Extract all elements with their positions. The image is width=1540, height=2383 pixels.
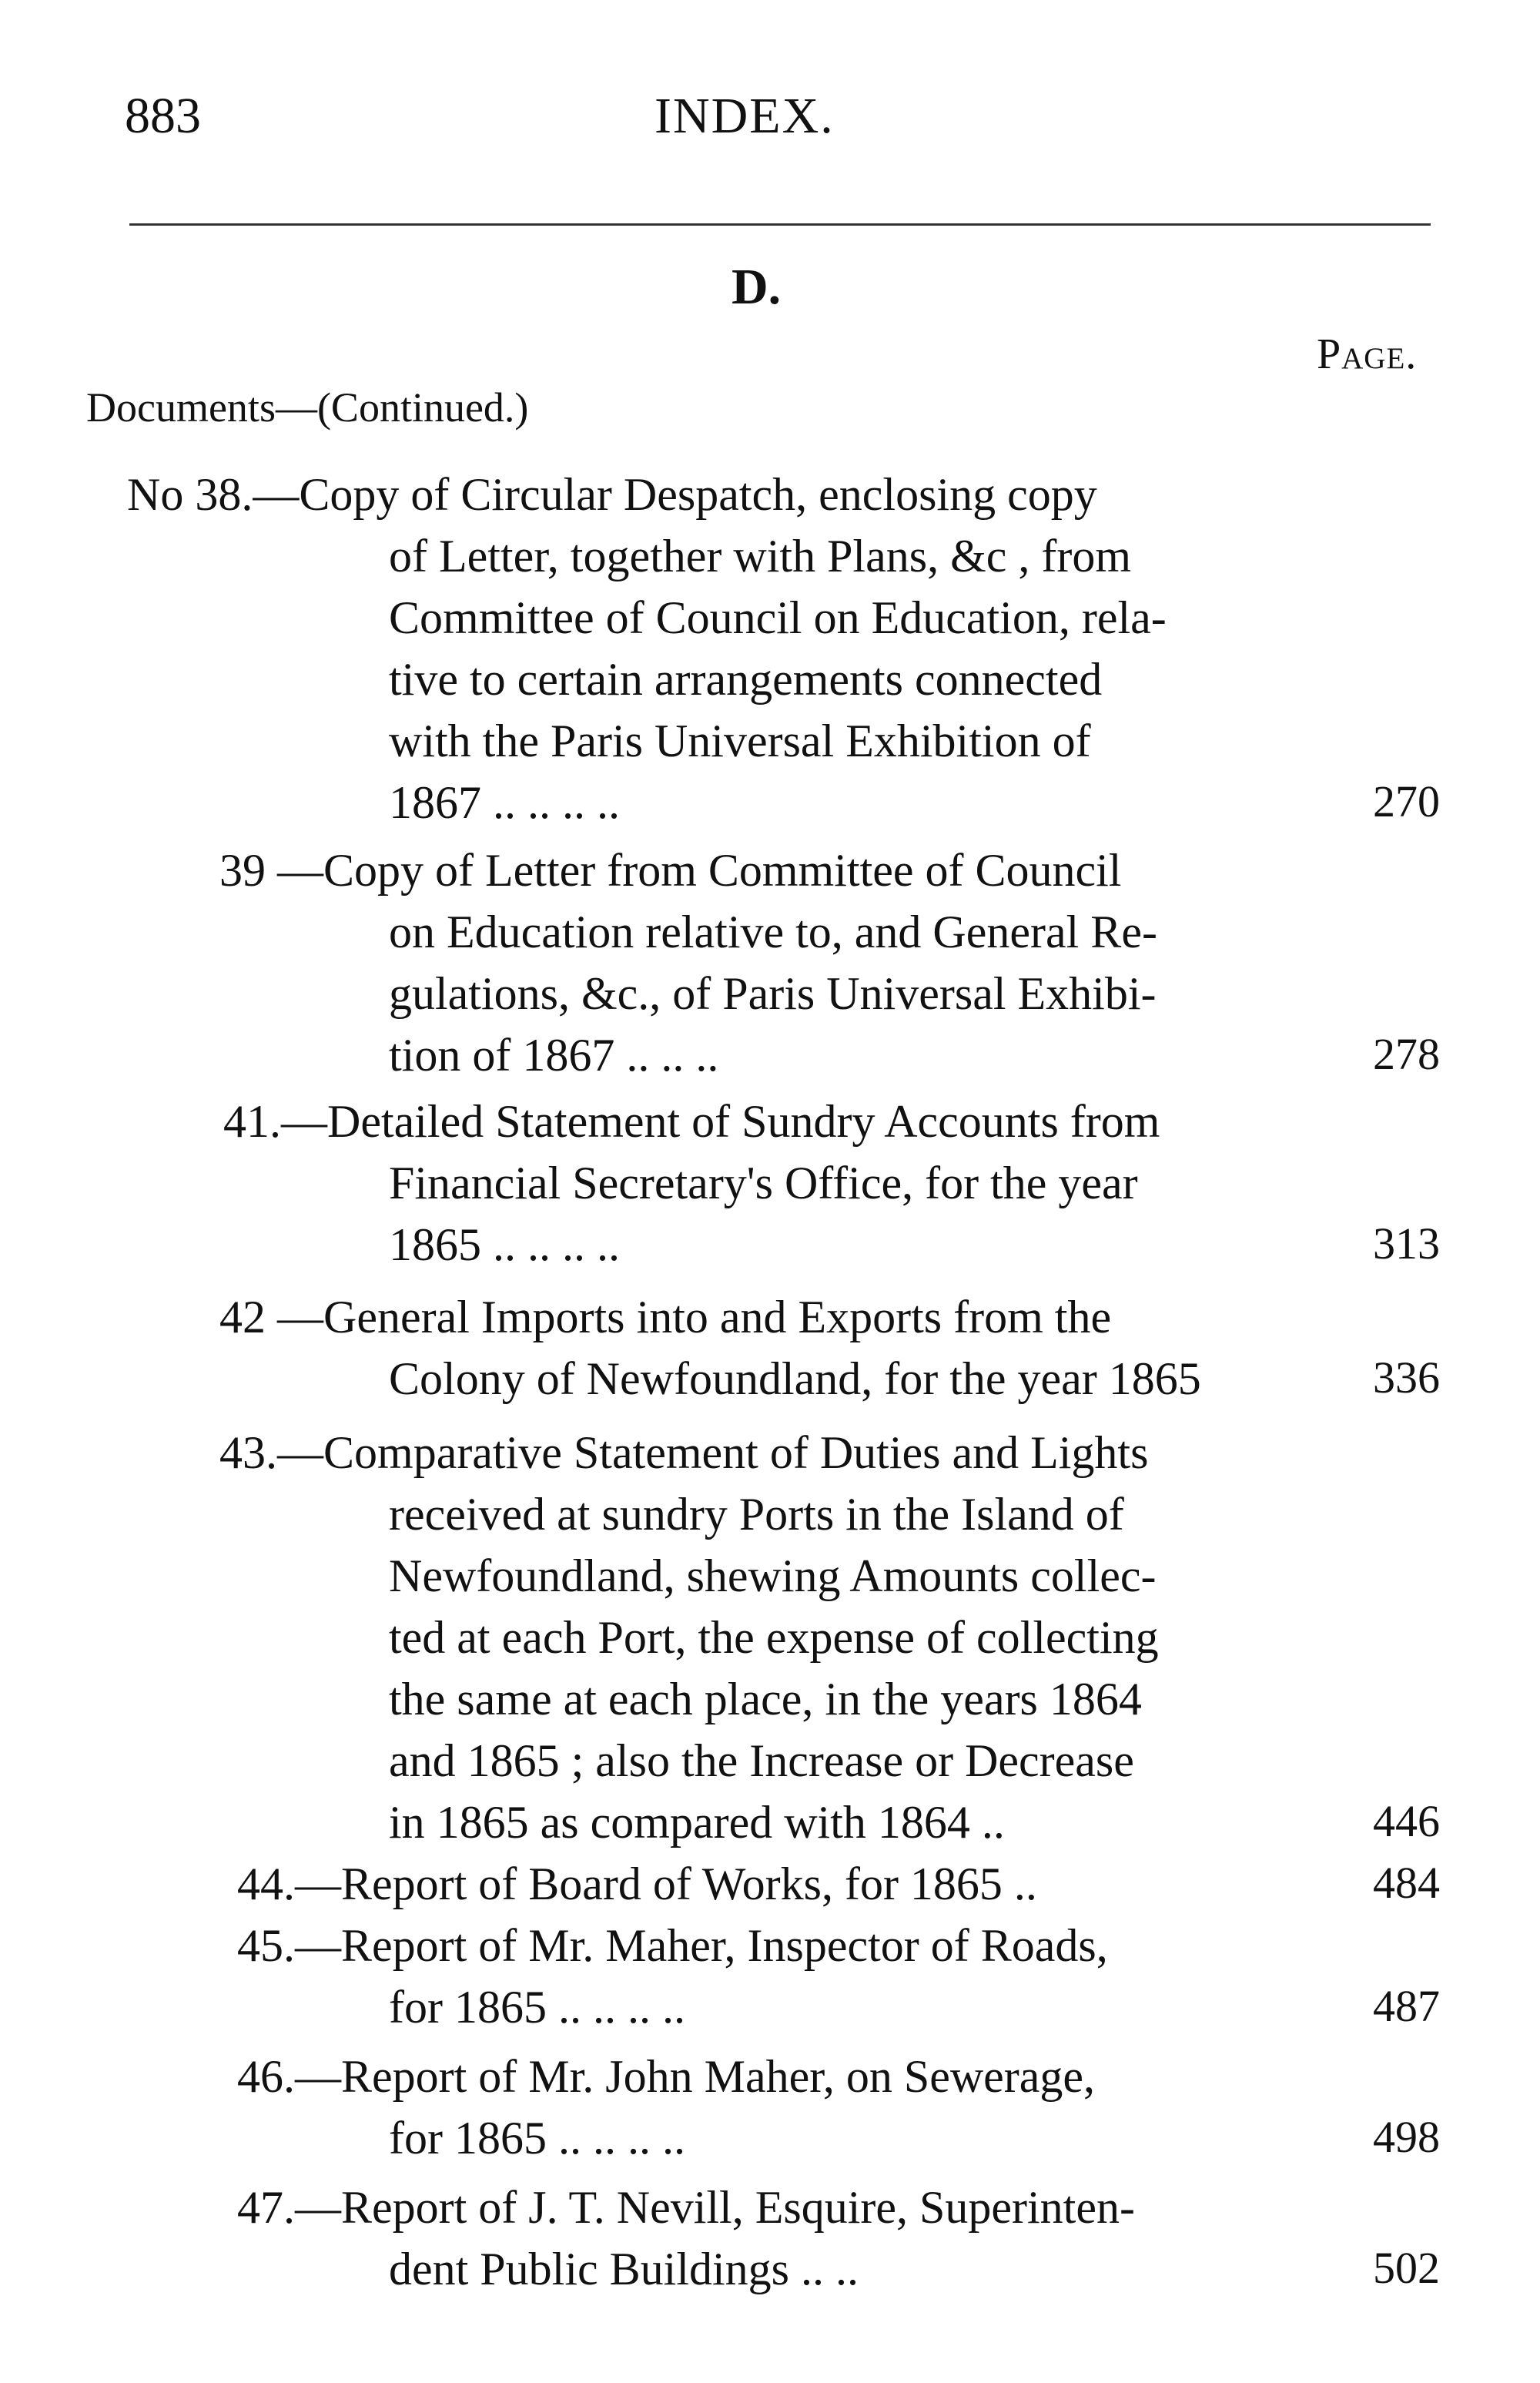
entry-line: 42 —General Imports into and Exports from the	[219, 1292, 1112, 1342]
entry-page-number: 336	[1373, 1352, 1440, 1403]
page-column-label: Page.	[1317, 330, 1418, 378]
entry-line: with the Paris Universal Exhibition of	[389, 716, 1091, 766]
entry-line: for 1865 .. .. .. ..	[389, 1982, 685, 2033]
entry-line: the same at each place, in the years 1864	[389, 1674, 1142, 1724]
entry-line: of Letter, together with Plans, &c , from	[389, 531, 1132, 582]
entry-line: tion of 1867 .. .. ..	[389, 1030, 719, 1081]
entry-line: 39 —Copy of Letter from Committee of Council	[219, 845, 1122, 896]
entry-line: 43.—Comparative Statement of Duties and Lights	[219, 1427, 1149, 1478]
entry-line: received at sundry Ports in the Island of	[389, 1489, 1124, 1540]
entry-line: Financial Secretary's Office, for the year	[389, 1158, 1138, 1208]
entry-page-number: 313	[1373, 1218, 1440, 1269]
entry-page-number: 446	[1373, 1796, 1440, 1846]
page-title: INDEX.	[654, 88, 835, 144]
entry-line: 41.—Detailed Statement of Sundry Accounts from	[223, 1096, 1160, 1147]
entry-line: gulations, &c., of Paris Universal Exhibi-	[389, 968, 1157, 1019]
entry-line: on Education relative to, and General Re-	[389, 907, 1157, 957]
entry-line: tive to certain arrangements connected	[389, 654, 1103, 705]
entry-line: 44.—Report of Board of Works, for 1865 ..	[237, 1858, 1037, 1909]
entry-page-number: 484	[1373, 1858, 1440, 1908]
entry-line: in 1865 as compared with 1864 ..	[389, 1797, 1005, 1848]
entry-line: 1867 .. .. .. ..	[389, 777, 620, 828]
entry-line: Colony of Newfoundland, for the year 1865	[389, 1353, 1201, 1404]
entry-page-number: 487	[1373, 1981, 1440, 2031]
section-title: Documents—(Continued.)	[86, 384, 529, 431]
page-number: 883	[125, 88, 201, 144]
header-rule	[129, 223, 1431, 226]
entry-line: for 1865 .. .. .. ..	[389, 2113, 685, 2163]
entry-line: 45.—Report of Mr. Maher, Inspector of Roads,	[237, 1920, 1108, 1971]
entry-line: 1865 .. .. .. ..	[389, 1219, 620, 1270]
entry-line: and 1865 ; also the Increase or Decrease	[389, 1735, 1134, 1786]
entry-page-number: 270	[1373, 776, 1440, 826]
entry-line: 47.—Report of J. T. Nevill, Esquire, Superinten-	[237, 2182, 1135, 2233]
entry-line: No 38.—Copy of Circular Despatch, enclosing copy	[127, 469, 1097, 520]
entry-line: dent Public Buildings .. ..	[389, 2244, 859, 2294]
section-letter: D.	[732, 259, 782, 315]
entry-line: ted at each Port, the expense of collecting	[389, 1612, 1159, 1663]
entry-line: Newfoundland, shewing Amounts collec-	[389, 1550, 1157, 1601]
entry-page-number: 498	[1373, 2112, 1440, 2162]
entry-page-number: 502	[1373, 2243, 1440, 2293]
entry-line: Committee of Council on Education, rela-	[389, 592, 1167, 643]
entry-line: 46.—Report of Mr. John Maher, on Sewerage,	[237, 2051, 1096, 2102]
entry-page-number: 278	[1373, 1029, 1440, 1079]
